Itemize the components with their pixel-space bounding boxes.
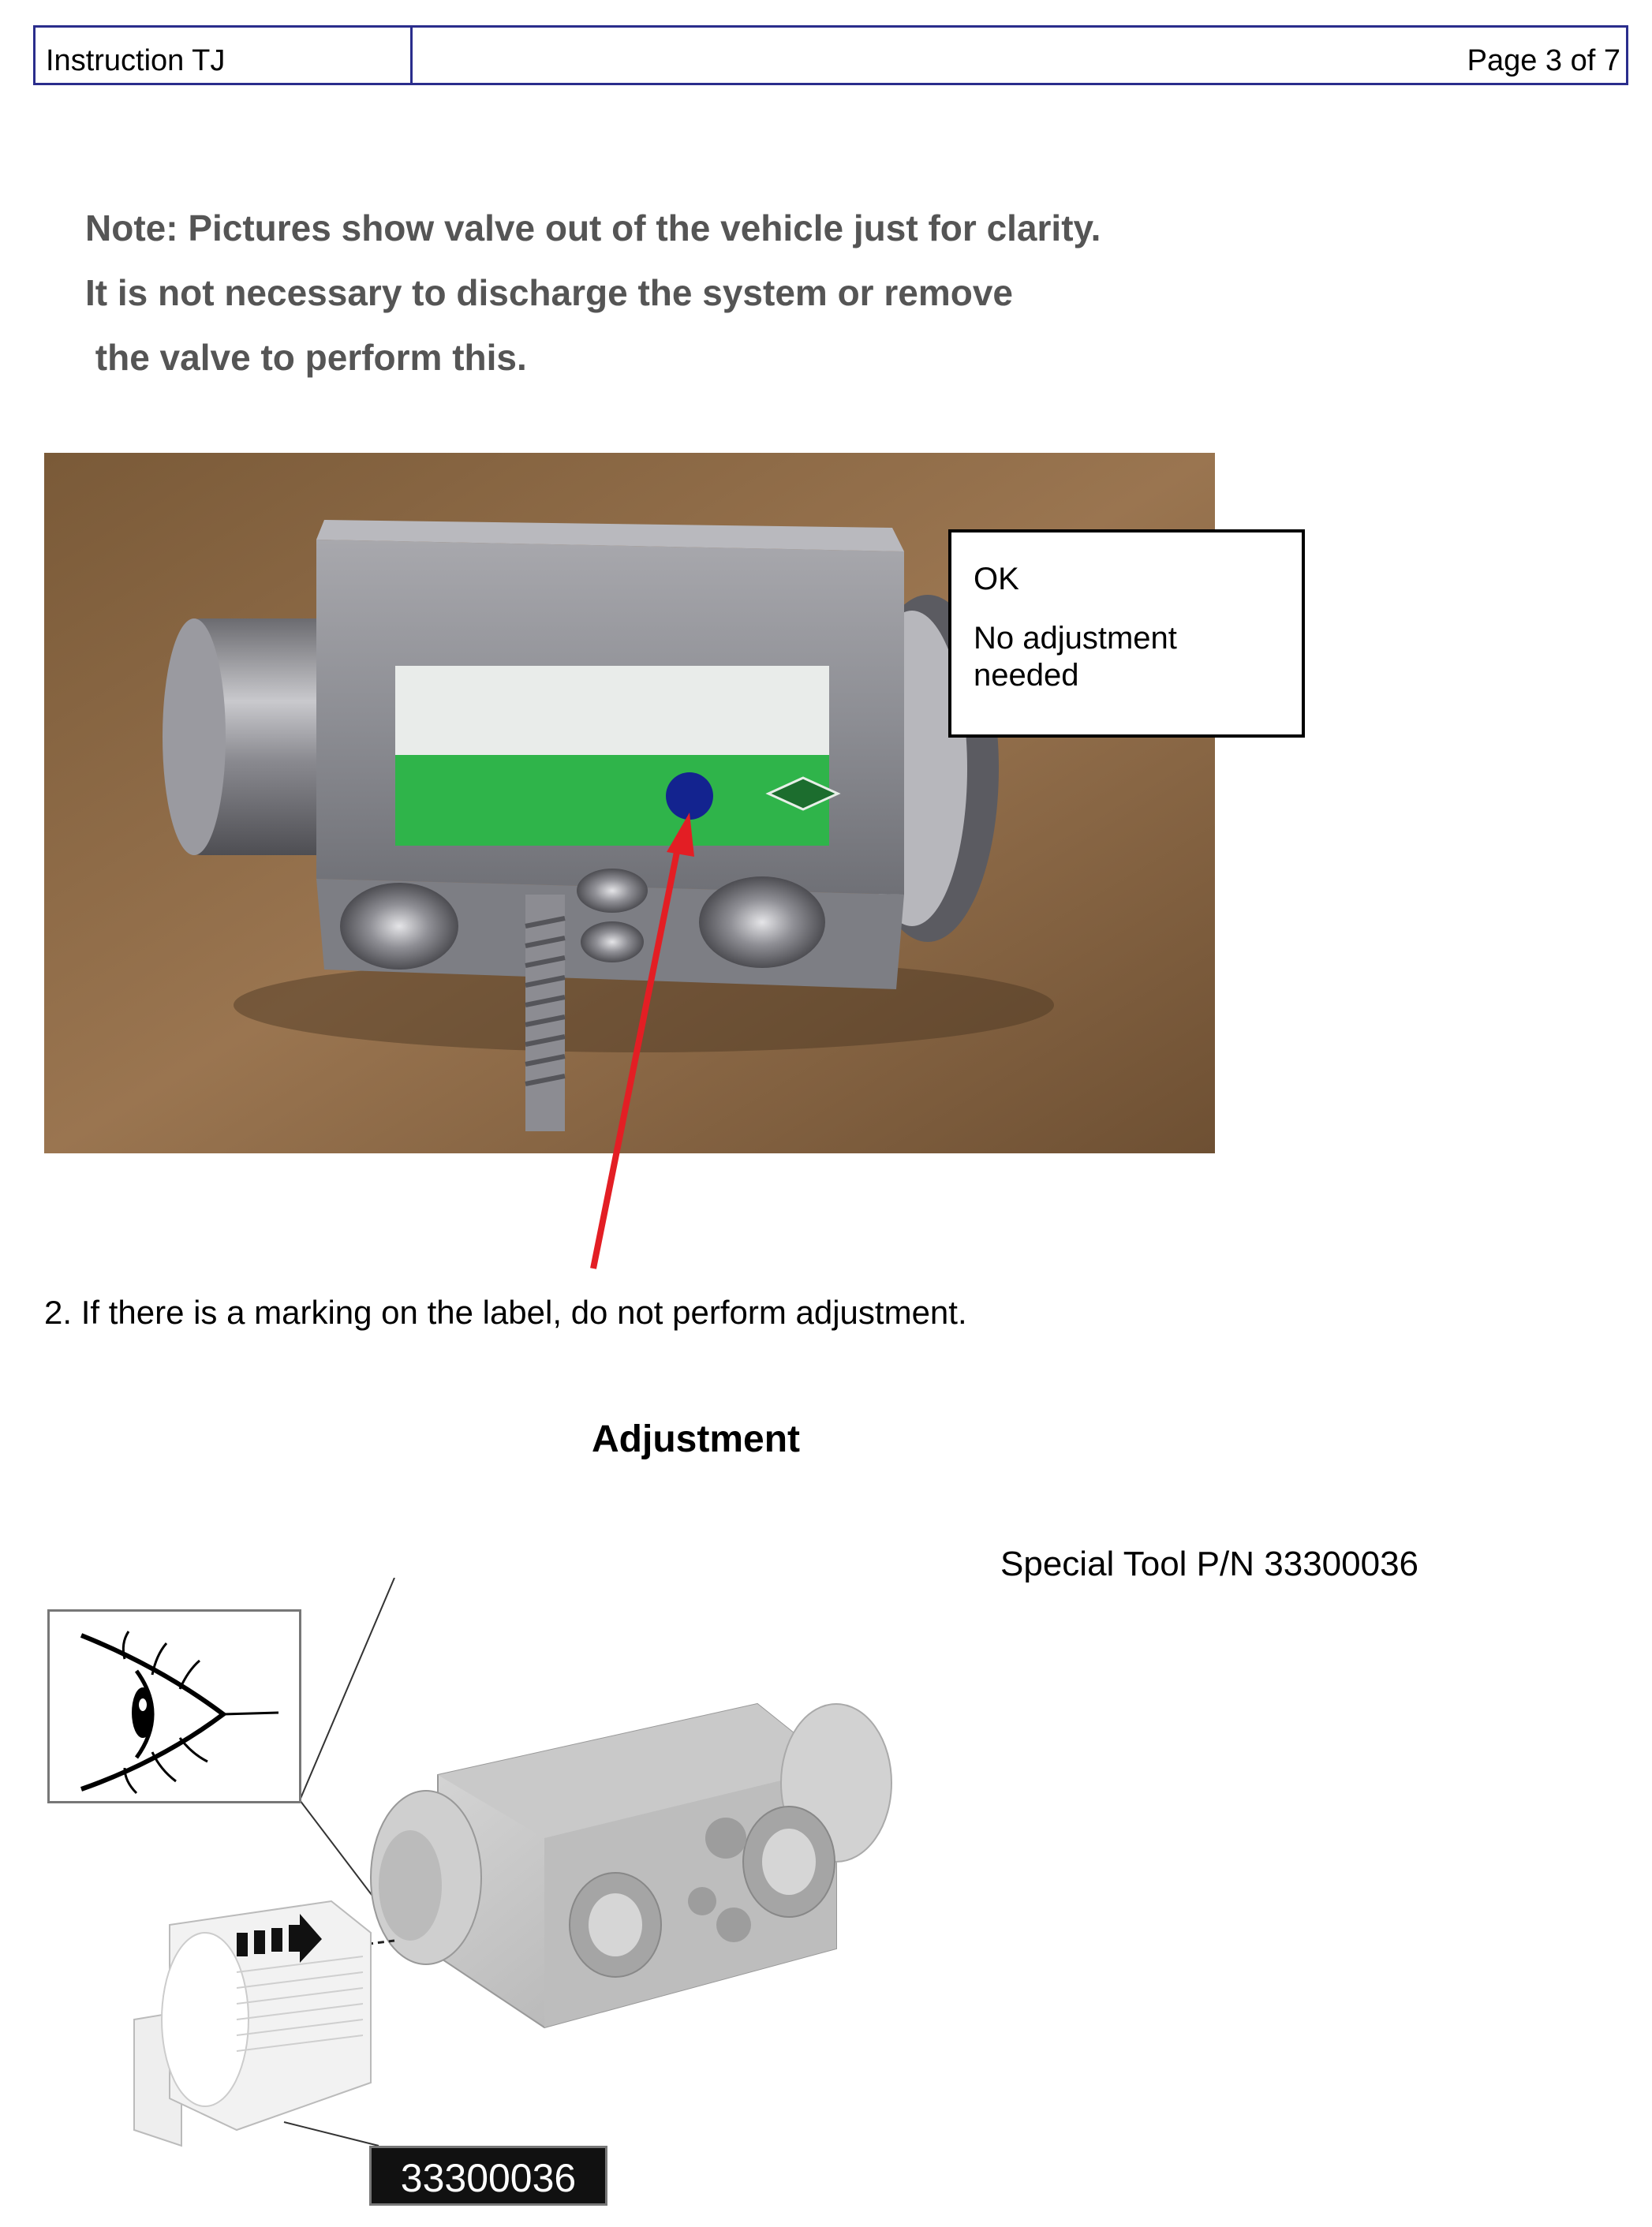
callout-text: No adjustment needed — [974, 621, 1177, 693]
note-line-1: Note: Pictures show valve out of the vehicle just for clarity. — [85, 207, 1101, 248]
note-line-3: the valve to perform this. — [85, 337, 527, 378]
eye-inspection-box — [47, 1609, 301, 1803]
note-line-2: It is not necessary to discharge the system or remove — [85, 272, 1014, 313]
header-title: Instruction TJ — [46, 44, 226, 77]
callout-status: OK — [974, 562, 1019, 596]
special-tool-text: Special Tool P/N 33300036 — [1000, 1545, 1419, 1583]
eye-icon — [50, 1612, 299, 1801]
page-number: Page 3 of 7 — [1467, 44, 1620, 77]
part-number-label: 33300036 — [369, 2146, 607, 2206]
section-title: Adjustment — [592, 1418, 800, 1460]
step-2-text: 2. If there is a marking on the label, do not perform adjustment. — [44, 1294, 967, 1331]
